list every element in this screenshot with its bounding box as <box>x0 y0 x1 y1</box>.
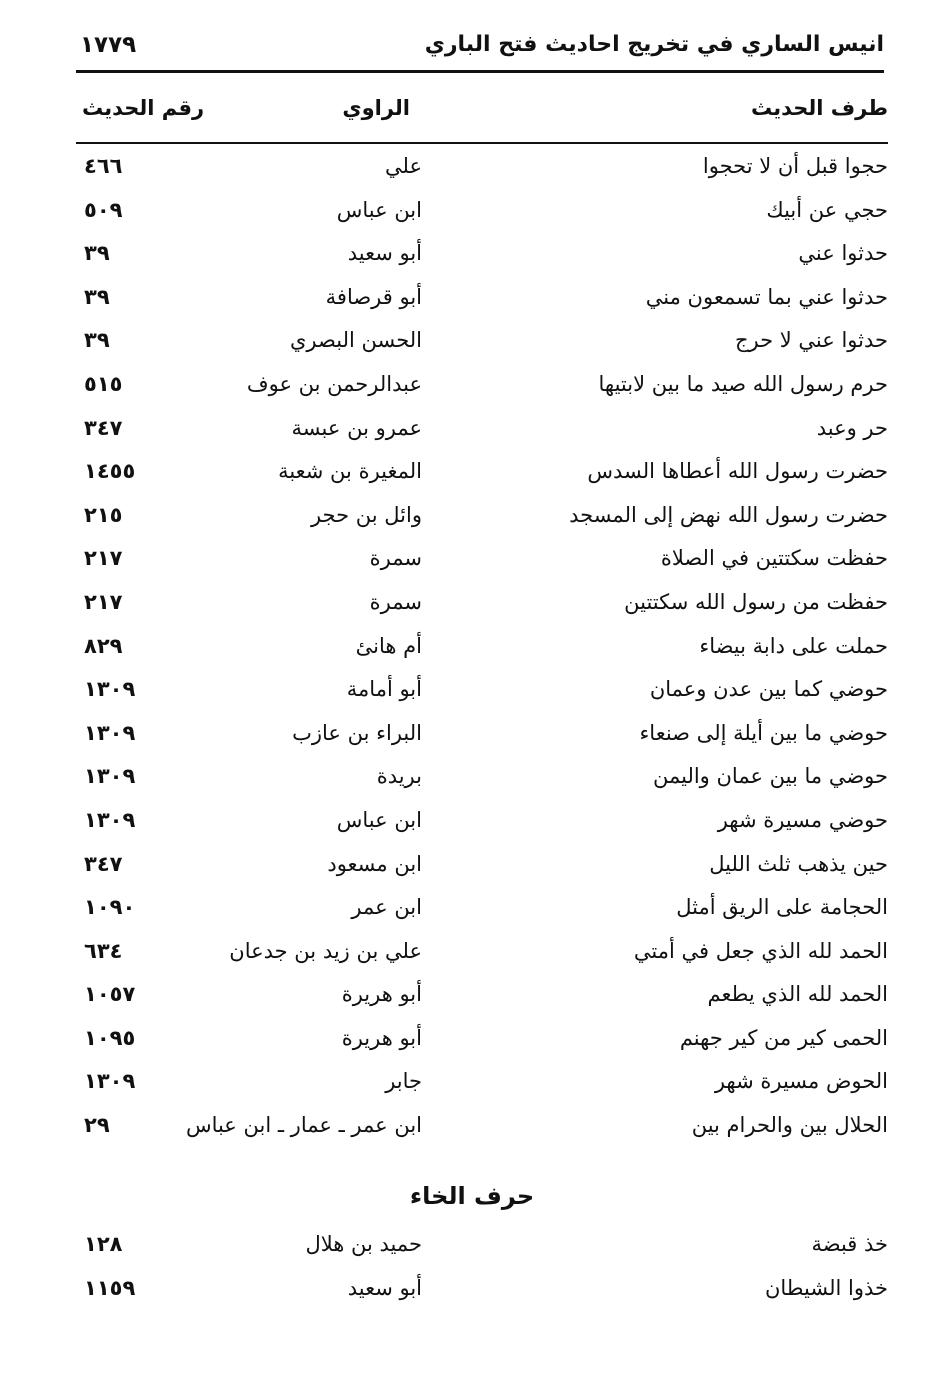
hadith-table-kha <box>76 1228 904 1315</box>
hadith-number: ١٣٠٩ <box>84 1069 136 1094</box>
hadith-text: الحلال بين والحرام بين <box>691 1113 888 1138</box>
table-row <box>76 542 904 586</box>
page-header <box>76 30 884 73</box>
hadith-number: ٢١٥ <box>84 502 123 527</box>
rawi-name: وائل بن حجر <box>310 502 422 527</box>
column-header-number: رقم الحديث <box>82 96 205 120</box>
column-header-hadith: طرف الحديث <box>750 96 888 120</box>
table-row <box>76 499 904 543</box>
hadith-number: ١٣٠٩ <box>84 677 136 702</box>
hadith-text: حملت على دابة بيضاء <box>699 633 888 658</box>
rawi-name: عبدالرحمن بن عوف <box>246 371 422 396</box>
table-row <box>76 412 904 456</box>
column-header-rawi: الراوي <box>342 96 410 120</box>
rawi-name: جابر <box>385 1069 422 1094</box>
hadith-text: خذ قبضة <box>811 1232 888 1256</box>
rawi-name: حميد بن هلال <box>305 1232 422 1256</box>
hadith-number: ٣٤٧ <box>84 851 123 876</box>
hadith-number: ١٣٠٩ <box>84 807 136 832</box>
rawi-name: علي <box>385 154 422 178</box>
hadith-text: حر وعبد <box>816 415 888 440</box>
hadith-text: حرم رسول الله صيد ما بين لابتيها <box>598 371 888 396</box>
table-row <box>76 804 904 848</box>
rawi-name: بريدة <box>376 764 422 789</box>
rawi-name: سمرة <box>369 589 422 614</box>
table-row <box>76 368 904 412</box>
rawi-name: أبو قرصافة <box>325 284 422 309</box>
hadith-number: ٣٩ <box>84 284 110 309</box>
rawi-name: أبو أمامة <box>346 677 422 702</box>
table-row <box>76 760 904 804</box>
table-row <box>76 237 904 281</box>
hadith-text: الحمد لله الذي جعل في أمتي <box>633 938 888 963</box>
hadith-text: الحمى كير من كير جهنم <box>679 1025 888 1050</box>
hadith-text: حوضي مسيرة شهر <box>717 807 888 832</box>
book-title: انيس الساري في تخريج احاديث فتح الباري <box>424 32 884 57</box>
table-row <box>76 455 904 499</box>
rawi-name: علي بن زيد بن جدعان <box>229 938 422 963</box>
page-number: ١٧٧٩ <box>80 32 137 58</box>
hadith-number: ٣٩ <box>84 241 110 266</box>
hadith-text: حين يذهب ثلث الليل <box>709 851 888 876</box>
hadith-number: ٤٦٦ <box>84 154 123 178</box>
table-row <box>76 150 904 194</box>
table-row <box>76 1272 904 1316</box>
hadith-text: حفظت من رسول الله سكتتين <box>624 589 888 614</box>
hadith-table <box>76 150 904 1153</box>
hadith-number: ٥١٥ <box>84 371 123 396</box>
hadith-text: حجي عن أبيك <box>766 197 888 222</box>
table-row <box>76 1228 904 1272</box>
table-row <box>76 1022 904 1066</box>
hadith-number: ٢٩ <box>84 1113 110 1138</box>
table-row <box>76 673 904 717</box>
rawi-name: ابن مسعود <box>327 851 422 876</box>
table-row <box>76 891 904 935</box>
hadith-number: ١٣٠٩ <box>84 764 136 789</box>
table-row <box>76 1109 904 1153</box>
rawi-name: أبو سعيد <box>347 241 422 266</box>
rawi-name: سمرة <box>369 546 422 571</box>
hadith-text: حوضي كما بين عدن وعمان <box>649 677 888 702</box>
hadith-text: الحوض مسيرة شهر <box>714 1069 888 1094</box>
rawi-name: ابن عمر <box>351 895 422 920</box>
rawi-name: أبو هريرة <box>341 1025 422 1050</box>
hadith-text: حفظت سكتتين في الصلاة <box>660 546 888 571</box>
rawi-name: عمرو بن عبسة <box>291 415 422 440</box>
rawi-name: ابن عباس <box>336 807 422 832</box>
hadith-text: الحمد لله الذي يطعم <box>707 982 888 1007</box>
hadith-number: ١٣٠٩ <box>84 720 136 745</box>
hadith-number: ٣٩ <box>84 328 110 353</box>
hadith-number: ٥٠٩ <box>84 197 123 222</box>
rawi-name: ابن عباس <box>336 197 422 222</box>
hadith-text: حضرت رسول الله نهض إلى المسجد <box>569 502 888 527</box>
table-row <box>76 848 904 892</box>
rawi-name: أبو سعيد <box>347 1275 422 1300</box>
hadith-number: ٨٢٩ <box>84 633 123 658</box>
column-headers <box>76 92 888 144</box>
hadith-text: حضرت رسول الله أعطاها السدس <box>587 459 888 484</box>
rawi-name: المغيرة بن شعبة <box>278 459 422 484</box>
hadith-text: الحجامة على الريق أمثل <box>676 895 888 920</box>
hadith-number: ٢١٧ <box>84 589 123 614</box>
table-row <box>76 935 904 979</box>
hadith-number: ١١٥٩ <box>84 1275 136 1300</box>
hadith-text: حدثوا عني لا حرج <box>734 328 888 353</box>
hadith-number: ١٠٩٥ <box>84 1025 136 1050</box>
table-row <box>76 978 904 1022</box>
table-row <box>76 630 904 674</box>
hadith-number: ١٤٥٥ <box>84 459 136 484</box>
table-row <box>76 281 904 325</box>
rawi-name: أبو هريرة <box>341 982 422 1007</box>
hadith-number: ٢١٧ <box>84 546 123 571</box>
hadith-number: ٦٣٤ <box>84 938 123 963</box>
table-row <box>76 194 904 238</box>
table-row <box>76 586 904 630</box>
hadith-text: حجوا قبل أن لا تحجوا <box>702 154 888 178</box>
rawi-name: الحسن البصري <box>290 328 422 353</box>
table-row <box>76 717 904 761</box>
hadith-number: ٣٤٧ <box>84 415 123 440</box>
hadith-text: حدثوا عني <box>798 241 888 266</box>
hadith-text: حوضي ما بين عمان واليمن <box>652 764 888 789</box>
hadith-text: حوضي ما بين أيلة إلى صنعاء <box>639 720 888 745</box>
section-title: حرف الخاء <box>409 1182 535 1210</box>
hadith-number: ١٠٥٧ <box>84 982 136 1007</box>
rawi-name: ابن عمر ـ عمار ـ ابن عباس <box>185 1113 422 1138</box>
hadith-number: ١٢٨ <box>84 1232 123 1256</box>
hadith-text: حدثوا عني بما تسمعون مني <box>645 284 888 309</box>
table-row <box>76 1065 904 1109</box>
hadith-text: خذوا الشيطان <box>764 1275 888 1300</box>
table-row <box>76 324 904 368</box>
rawi-name: البراء بن عازب <box>292 720 422 745</box>
rawi-name: أم هانئ <box>355 633 422 658</box>
hadith-number: ١٠٩٠ <box>84 895 136 920</box>
